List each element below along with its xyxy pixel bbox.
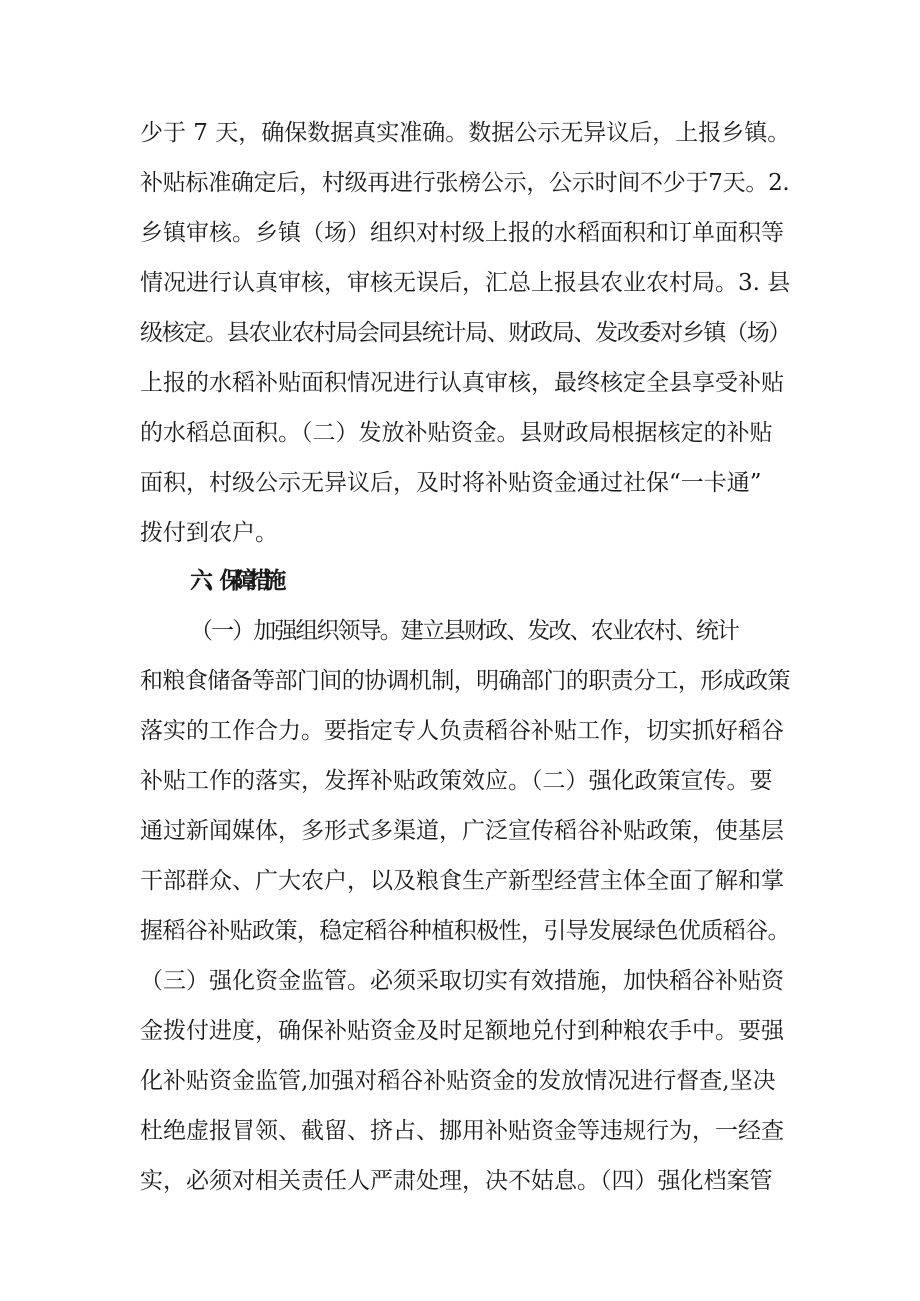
text-line: 补贴工作的落实，发挥补贴政策效应。（二）强化政策宣传。要 (140, 768, 773, 794)
text-line: （三）强化资金监管。必须采取切实有效措施，加快稻谷补贴资 (140, 968, 784, 994)
text-line: 实，必须对相关责任人严肃处理，决不姑息。（四）强化档案管 (140, 1168, 773, 1194)
text-line: 少于 7 天，确保数据真实准确。数据公示无异议后，上报乡镇。 (140, 120, 791, 146)
section-heading: 六、保障措施 (190, 568, 279, 594)
text-line: 落实的工作合力。要指定专人负责稻谷补贴工作，切实抓好稻谷 (140, 718, 784, 744)
text-line: 拨付到农户。 (140, 520, 278, 546)
text-line: 面积，村级公示无异议后，及时将补贴资金通过社保“一卡通” (140, 470, 762, 496)
text-line: 握稻谷补贴政策，稳定稻谷种植积极性，引导发展绿色优质稻谷。 (140, 918, 790, 944)
text-line: 通过新闻媒体，多形式多渠道，广泛宣传稻谷补贴政策，使基层 (140, 818, 784, 844)
text-line: 乡镇审核。乡镇（场）组织对村级上报的水稻面积和订单面积等 (140, 220, 784, 246)
text-line: 和粮食储备等部门间的协调机制，明确部门的职责分工，形成政策 (140, 668, 790, 694)
text-line: 干部群众、广大农户，以及粮食生产新型经营主体全面了解和掌 (140, 868, 784, 894)
text-line: 的水稻总面积。（二）发放补贴资金。县财政局根据核定的补贴 (140, 420, 773, 446)
text-line: 补贴标准确定后，村级再进行张榜公示，公示时间不少于7天。2. (140, 170, 790, 196)
text-line: 化补贴资金监管,加强对稻谷补贴资金的发放情况进行督查,坚决 (140, 1068, 776, 1094)
text-line: 上报的水稻补贴面积情况进行认真审核，最终核定全县享受补贴 (140, 370, 784, 396)
text-line: （一）加强组织领导。建立县财政、发改、农业农村、统计 (190, 618, 739, 644)
text-line: 级核定。县农业农村局会同县统计局、财政局、发改委对乡镇（场） (140, 320, 791, 346)
text-line: 杜绝虚报冒领、截留、挤占、挪用补贴资金等违规行为，一经查 (140, 1118, 784, 1144)
text-line: 情况进行认真审核，审核无误后，汇总上报县农业农村局。3. 县 (140, 270, 791, 296)
text-line: 金拨付进度，确保补贴资金及时足额地兑付到种粮农手中。要强 (140, 1018, 784, 1044)
